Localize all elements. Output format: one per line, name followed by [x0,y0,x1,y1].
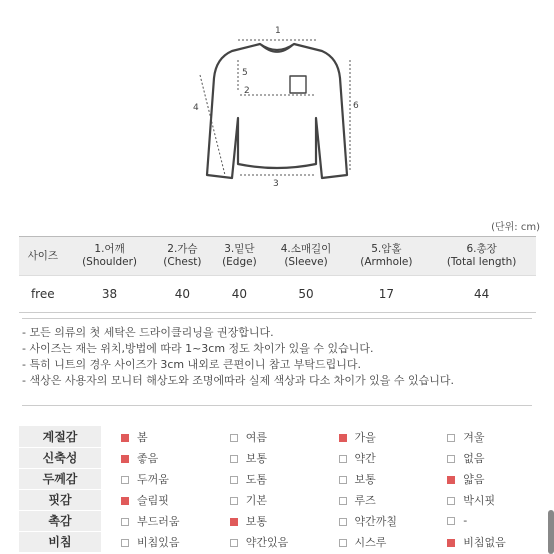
attribute-option [427,447,536,468]
attribute-option-label: 두꺼움 [137,472,169,486]
attribute-option [101,468,210,489]
scrollbar[interactable] [548,510,554,554]
diagram-label-3: 3 [273,179,279,189]
attribute-label: 비침 [19,531,101,552]
care-notes [22,318,532,406]
attribute-option-label: 보통 [354,472,376,486]
unchecked-box-icon [230,434,238,442]
attribute-option-label: 루즈 [354,493,376,507]
unchecked-box-icon [339,539,347,547]
attribute-option-label: 슬림핏 [137,493,169,507]
pocket [290,76,306,93]
attribute-option [427,510,536,531]
attribute-option [319,489,428,510]
table-row [19,276,536,313]
checked-box-icon [121,455,129,463]
attribute-option [319,447,428,468]
cell-chest: 40 [153,276,213,313]
attribute-label: 두께감 [19,468,101,489]
unit-note: (단위: cm) [491,222,540,233]
attribute-option-label: 약간 [354,451,376,465]
attribute-option-label: 시스루 [354,535,387,549]
header-shoulder: 1.어깨 (Shoulder) [67,237,153,276]
note-line: - 모든 의류의 첫 세탁은 드라이클리닝을 권장합니다. [22,326,274,339]
unchecked-box-icon [121,518,129,526]
attribute-option-label: 보통 [245,451,268,465]
cell-sleeve: 50 [266,276,345,313]
header-size: 사이즈 [19,237,67,276]
note-line: - 사이즈는 재는 위치,방법에 따라 1~3cm 정도 차이가 있을 수 있습니다. [22,342,374,355]
attribute-option-label: 비침없음 [463,535,506,549]
shirt-outline [207,44,347,178]
attribute-option-label: - [463,514,468,527]
checked-box-icon [121,434,129,442]
attribute-option [210,510,319,531]
attribute-option [427,426,536,447]
unchecked-box-icon [339,518,347,526]
header-total-length: 6.총장 (Total length) [427,237,536,276]
checked-box-icon [230,518,238,526]
checked-box-icon [121,497,129,505]
cell-shoulder: 38 [67,276,153,313]
size-table-header [19,237,536,276]
attribute-option-label: 겨울 [463,430,485,444]
attribute-option [210,447,319,468]
attribute-option [319,426,428,447]
cell-size: free [19,276,67,313]
attribute-option-label: 여름 [245,430,268,444]
unchecked-box-icon [230,476,238,484]
header-armhole: 5.암홀 (Armhole) [346,237,428,276]
diagram-label-6: 6 [353,101,359,111]
diagram-label-2: 2 [244,86,250,96]
unchecked-box-icon [230,539,238,547]
attribute-option [319,468,428,489]
unchecked-box-icon [230,455,238,463]
cell-armhole: 17 [346,276,428,313]
attribute-option [427,531,536,552]
attribute-option [210,489,319,510]
diagram-label-5: 5 [242,68,248,78]
cell-total-length: 44 [427,276,536,313]
unchecked-box-icon [121,476,129,484]
attribute-option-label: 좋음 [137,451,159,465]
attribute-row [19,510,536,531]
attribute-option [101,531,210,552]
attribute-option-label: 봄 [137,430,148,444]
unchecked-box-icon [339,455,347,463]
attribute-option-label: 기본 [245,493,268,507]
header-chest: 2.가슴 (Chest) [153,237,213,276]
attribute-option-label: 도톰 [245,472,268,486]
attribute-option-label: 비침있음 [137,535,180,549]
attribute-option-label: 약간있음 [245,535,289,549]
attribute-option [101,510,210,531]
attribute-label: 촉감 [19,510,101,531]
header-sleeve: 4.소매길이 (Sleeve) [266,237,345,276]
unchecked-box-icon [339,497,347,505]
unchecked-box-icon [447,434,455,442]
header-edge: 3.밑단 (Edge) [212,237,266,276]
attribute-option-label: 박시핏 [463,493,496,507]
unchecked-box-icon [230,497,238,505]
note-line: - 색상은 사용자의 모니터 해상도와 조명에따라 실제 색상과 다소 차이가 있을 수 있습니다. [22,374,454,387]
attribute-option [101,447,210,468]
attribute-row [19,531,536,552]
attribute-label: 신축성 [19,447,101,468]
attribute-option-label: 보통 [245,514,268,528]
attribute-option [319,510,428,531]
unchecked-box-icon [447,455,455,463]
checked-box-icon [447,539,455,547]
diagram-label-1: 1 [275,26,281,36]
attribute-option [427,468,536,489]
unchecked-box-icon [339,476,347,484]
garment-size-diagram [0,0,554,215]
attribute-row [19,468,536,489]
diagram-label-4: 4 [193,103,199,113]
attribute-option [210,426,319,447]
attribute-row [19,489,536,510]
note-line: - 특히 니트의 경우 사이즈가 3cm 내외로 큰편이니 참고 부탁드립니다. [22,358,361,371]
attribute-option-label: 얇음 [463,472,485,486]
cell-edge: 40 [212,276,266,313]
attribute-option [101,489,210,510]
attribute-option-label: 부드러움 [137,514,180,528]
attribute-row [19,447,536,468]
attribute-option [319,531,428,552]
attribute-label: 핏감 [19,489,101,510]
attribute-option-label: 약간까칠 [354,514,398,528]
unchecked-box-icon [447,497,455,505]
checked-box-icon [339,434,347,442]
attribute-row [19,426,536,447]
attribute-option [101,426,210,447]
attribute-table [19,426,536,553]
attribute-option-label: 없음 [463,451,485,465]
attribute-option-label: 가을 [354,430,376,444]
attribute-option [210,468,319,489]
unchecked-box-icon [121,539,129,547]
checked-box-icon [447,476,455,484]
attribute-option [427,489,536,510]
attribute-option [210,531,319,552]
unchecked-box-icon [447,517,455,525]
attribute-label: 계절감 [19,426,101,447]
size-table [19,236,536,313]
